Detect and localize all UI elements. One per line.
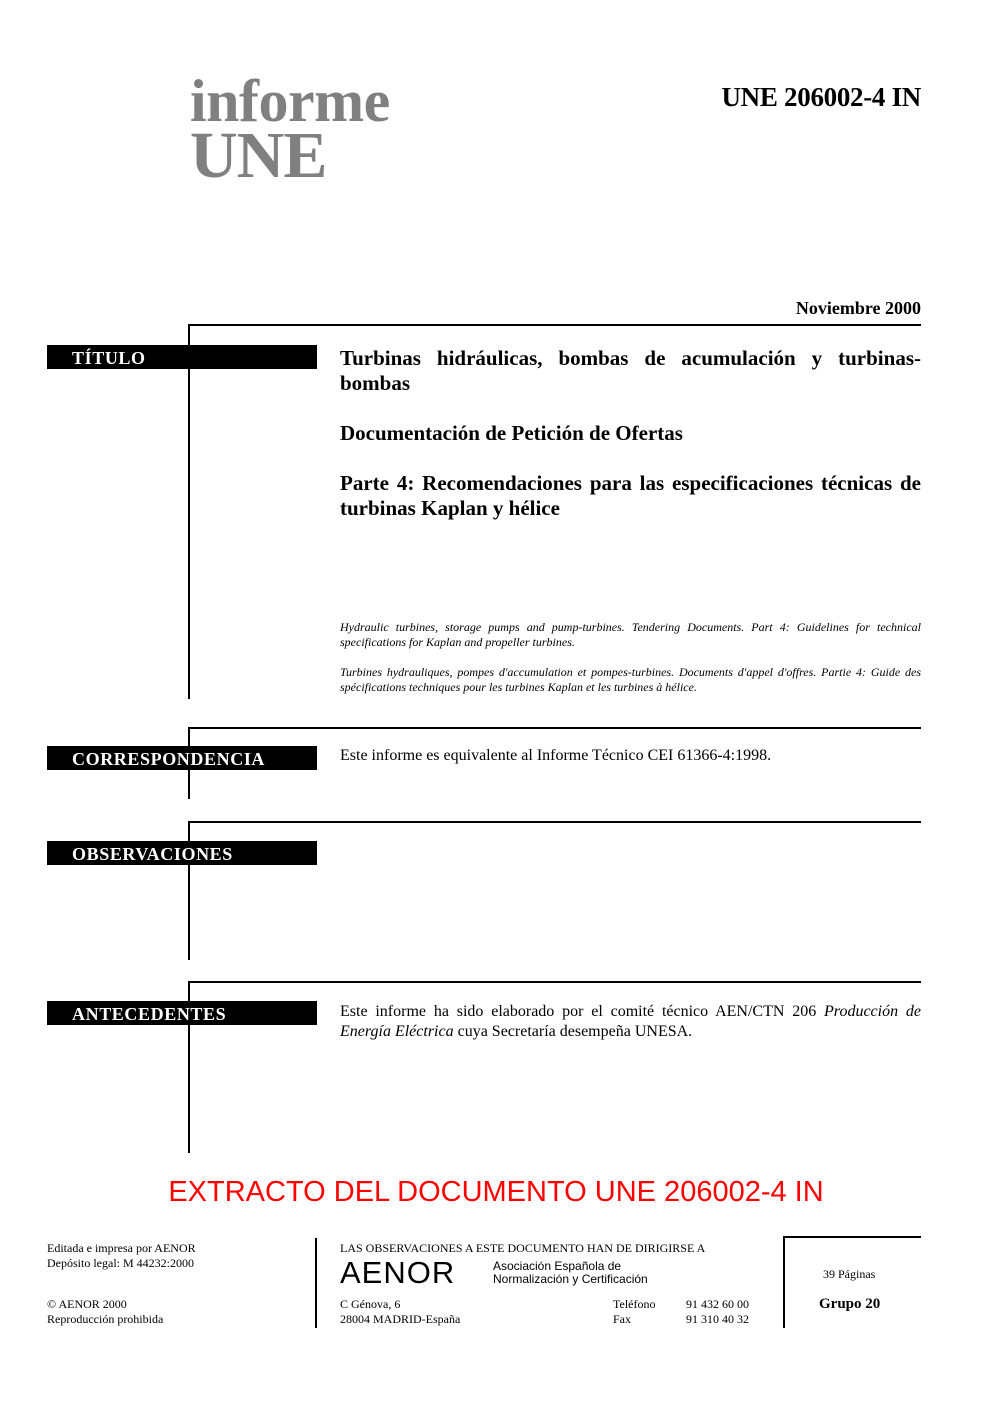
label-correspondencia: CORRESPONDENCIA [47, 746, 317, 770]
section-rule-correspondencia [188, 727, 921, 729]
label-titulo: TÍTULO [47, 345, 317, 369]
extract-notice: EXTRACTO DEL DOCUMENTO UNE 206002-4 IN [168, 1176, 824, 1208]
aenor-full-name-2: Normalización y Certificación [493, 1272, 648, 1286]
section-rule-observaciones [188, 821, 921, 823]
logo-line-1: informe [190, 68, 390, 134]
phone-label: Teléfono [613, 1297, 656, 1311]
section-rule-antecedentes [188, 981, 921, 983]
edited-by: Editada e impresa por AENOR [47, 1241, 196, 1255]
title-line-3: Parte 4: Recomendaciones para las especificaciones técnicas de turbinas Kaplan y hélice [340, 471, 921, 520]
footer-publisher [47, 1241, 196, 1271]
fax-number: 91 310 40 32 [686, 1312, 749, 1326]
footer-box-left-rule [783, 1236, 785, 1328]
observations-notice: LAS OBSERVACIONES A ESTE DOCUMENTO HAN DE DIRIGIRSE A [340, 1241, 706, 1255]
footer-box-top-rule [783, 1236, 921, 1238]
price-group: Grupo 20 [819, 1296, 881, 1312]
titulo-translations [340, 620, 921, 695]
correspondencia-content [340, 746, 921, 766]
aenor-full-name [493, 1260, 648, 1286]
title-line-2: Documentación de Petición de Ofertas [340, 421, 683, 445]
titulo-content [340, 346, 921, 521]
publication-date: Noviembre 2000 [795, 298, 921, 318]
aenor-full-name-1: Asociación Española de [493, 1259, 622, 1273]
antecedentes-text-before: Este informe ha sido elaborado por el comité técnico AEN/CTN 206 [340, 1003, 825, 1020]
phone-number: 91 432 60 00 [686, 1297, 749, 1311]
contact-numbers [686, 1297, 749, 1327]
label-observaciones: OBSERVACIONES [47, 841, 317, 865]
address-line-2: 28004 MADRID-España [340, 1312, 461, 1326]
antecedentes-text [340, 1002, 921, 1042]
fax-label: Fax [613, 1312, 631, 1326]
footer-divider-left [315, 1238, 317, 1328]
reproduction-notice: Reproducción prohibida [47, 1312, 164, 1326]
legal-deposit: Depósito legal: M 44232:2000 [47, 1256, 194, 1270]
antecedentes-content [340, 1002, 921, 1042]
page-count: 39 Páginas [823, 1267, 876, 1281]
label-antecedentes: ANTECEDENTES [47, 1001, 317, 1025]
section-rule-titulo [188, 324, 921, 326]
document-number: UNE 206002-4 IN [721, 82, 921, 112]
contact-labels [613, 1297, 655, 1327]
title-line-1: Turbinas hidráulicas, bombas de acumulación y turbinas-bombas [340, 346, 921, 395]
english-title: Hydraulic turbines, storage pumps and pump-turbines. Tendering Documents. Part 4: Guidelines for technical specifications for Kaplan and propeller turbines. [340, 620, 921, 649]
section-vrule-titulo [188, 324, 190, 699]
correspondencia-text: Este informe es equivalente al Informe Técnico CEI 61366-4:1998. [340, 747, 772, 764]
aenor-address [340, 1297, 460, 1327]
french-title: Turbines hydrauliques, pompes d'accumulation et pompes-turbines. Documents d'appel d'offres. Partie 4: Guide des spécifications techniques pour les turbines Kaplan et les turbines à hélice. [340, 665, 921, 694]
logo-line-2: UNE [190, 118, 327, 192]
aenor-logo: AENOR [340, 1255, 456, 1290]
antecedentes-text-italic: Producción de Energía Eléctrica [340, 1003, 921, 1040]
informe-une-logo [190, 68, 390, 192]
footer-copyright [47, 1297, 163, 1327]
antecedentes-text-after: cuya Secretaría desempeña UNESA. [453, 1023, 693, 1040]
address-line-1: C Génova, 6 [340, 1297, 401, 1311]
copyright: © AENOR 2000 [47, 1297, 127, 1311]
